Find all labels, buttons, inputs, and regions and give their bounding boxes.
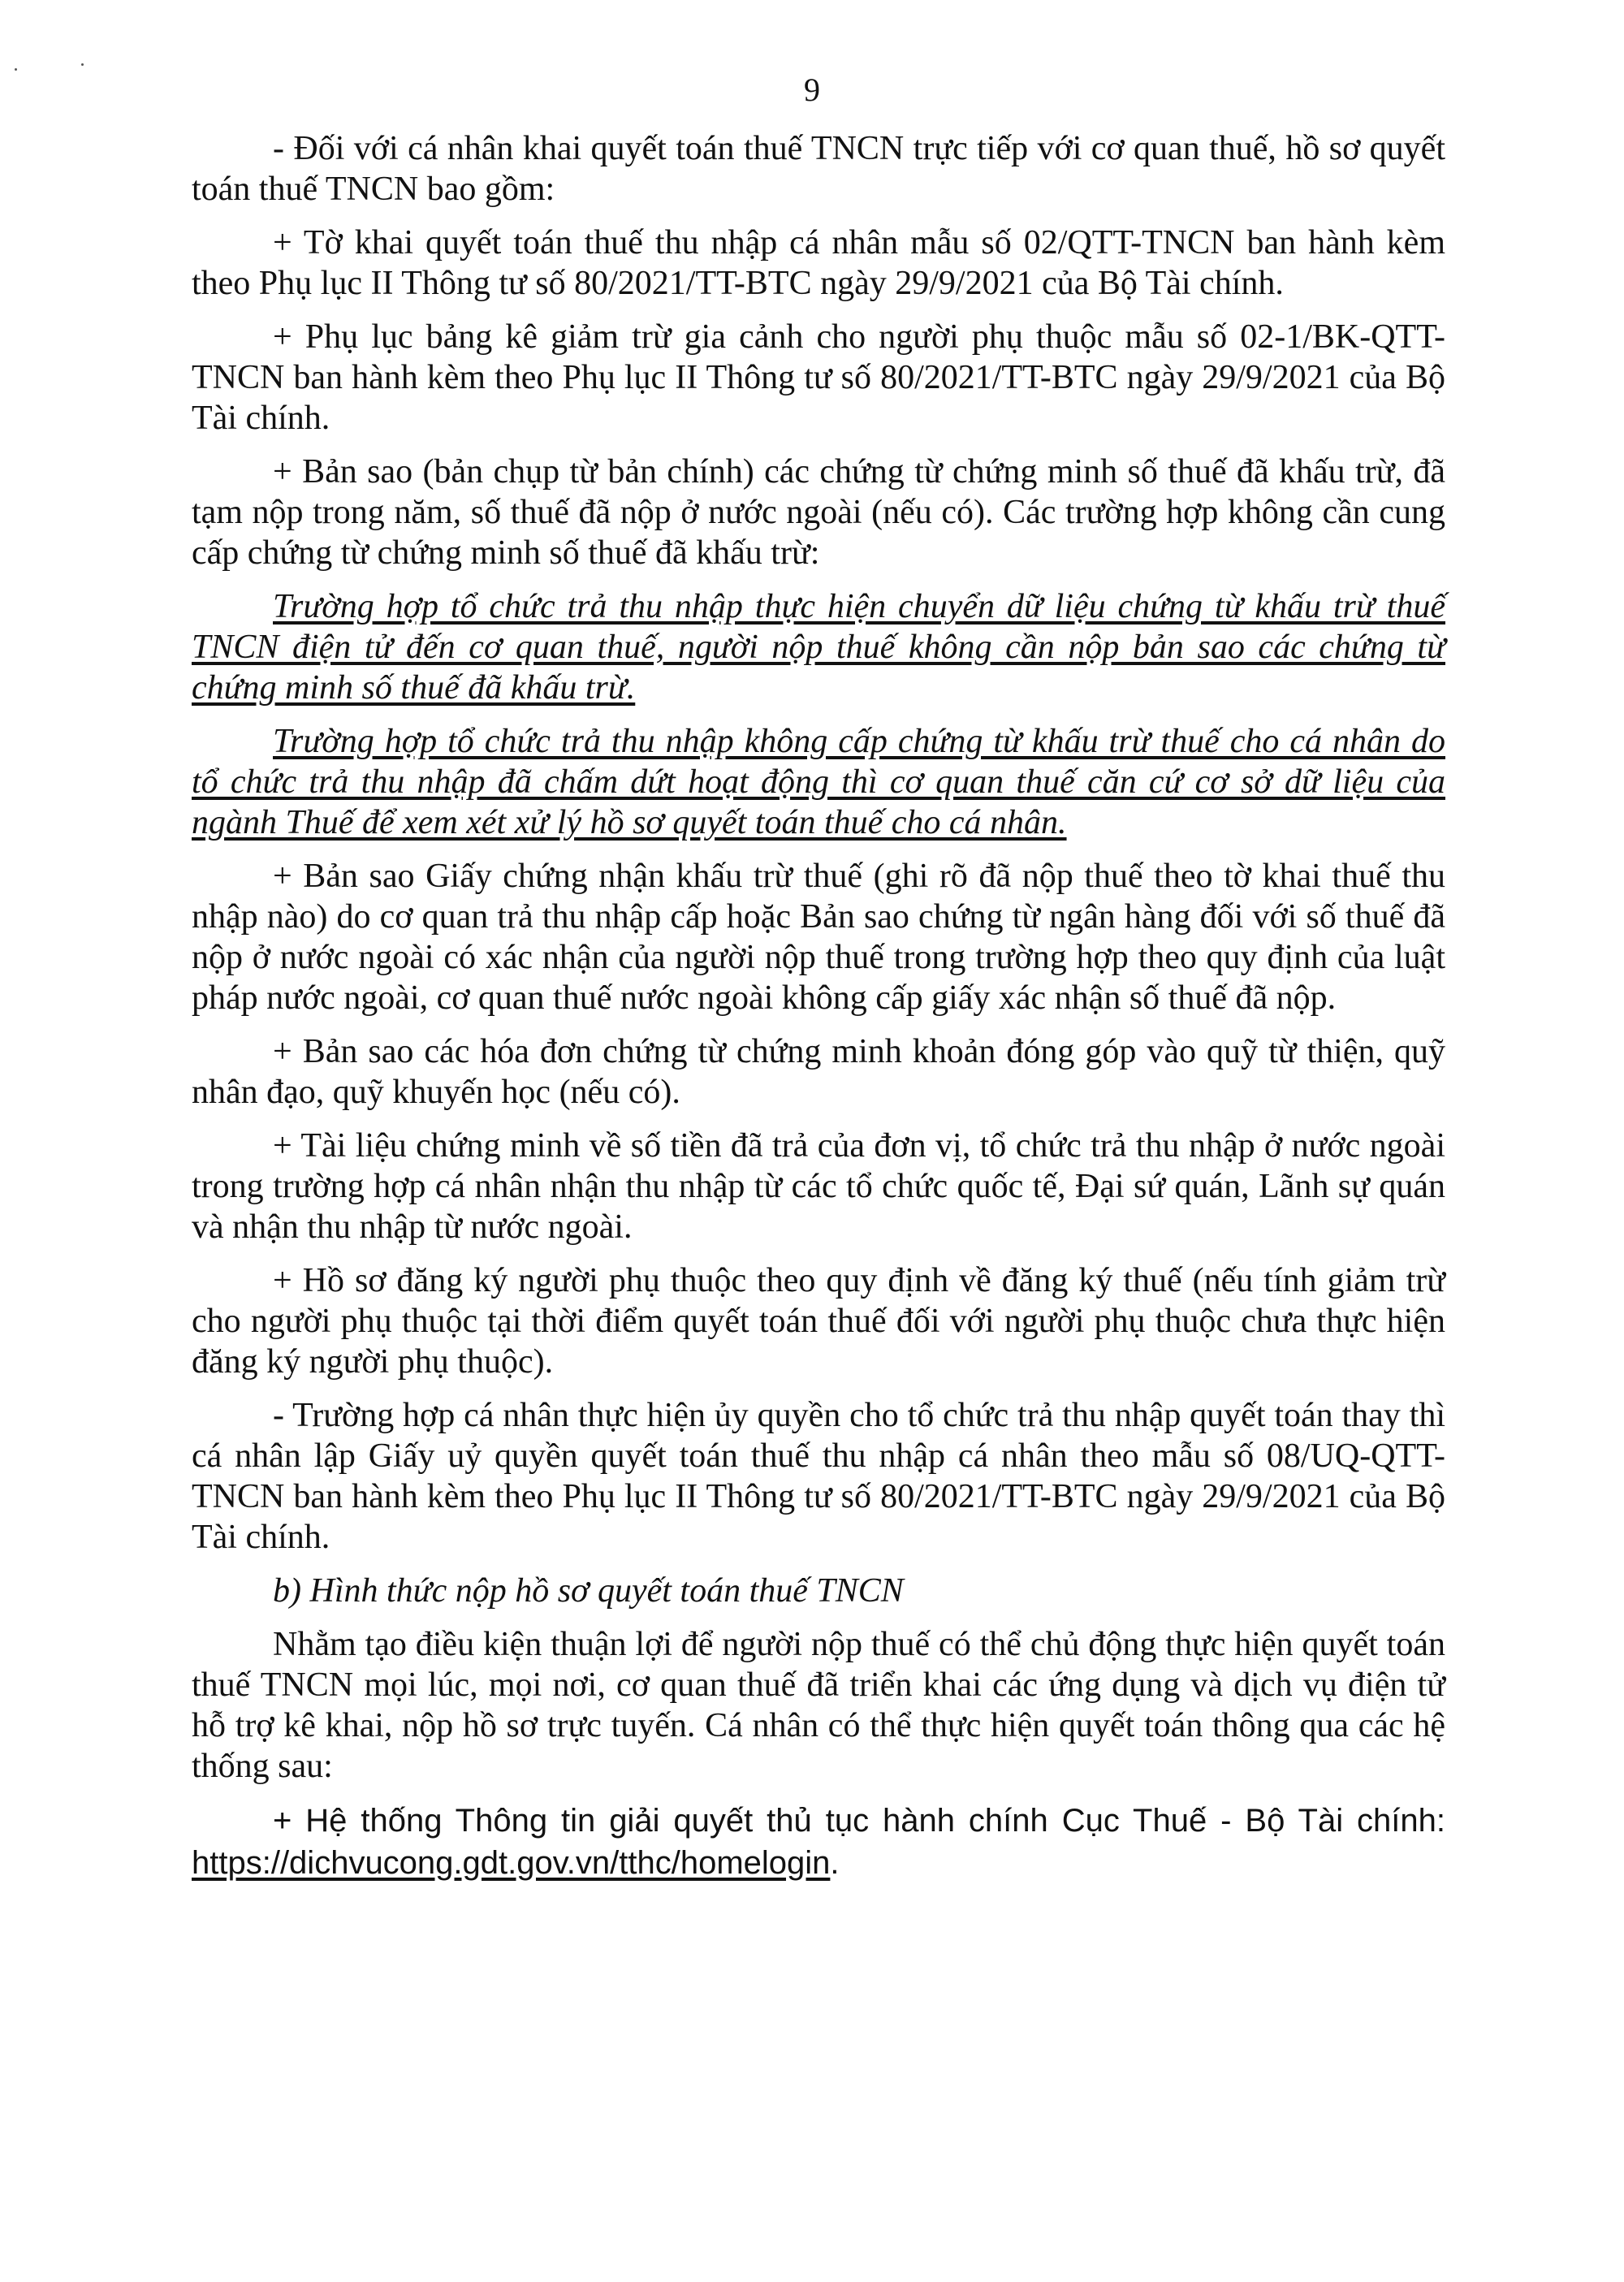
paragraph-electronic-withholding-exception: Trường hợp tổ chức trả thu nhập thực hiện chuyển dữ liệu chứng từ khấu trừ thuế TNCN điện tử đến cơ quan thuế, người nộp thuế không cần nộp bản sao các chứng từ chứng minh số thuế đã khấu trừ. (192, 588, 1445, 707)
page-number: 9 (804, 71, 820, 108)
paragraph-appendix-02-1-bk: + Phụ lục bảng kê giảm trừ gia cảnh cho người phụ thuộc mẫu số 02-1/BK-QTT-TNCN ban hành kèm theo Phụ lục II Thông tư số 80/2021/TT-BTC ngày 29/9/2021 của Bộ Tài chính. (192, 318, 1445, 437)
paragraph-form-02-qtt: + Tờ khai quyết toán thuế thu nhập cá nhân mẫu số 02/QTT-TNCN ban hành kèm theo Phụ lục II Thông tư số 80/2021/TT-BTC ngày 29/9/2021 của Bộ Tài chính. (192, 224, 1445, 302)
paragraph-foreign-tax-certificate: + Bản sao Giấy chứng nhận khấu trừ thuế (ghi rõ đã nộp thuế theo tờ khai thuế thu nhập nào) do cơ quan trả thu nhập cấp hoặc Bản sao chứng từ ngân hàng đối với số thuế đã nộp ở nước ngoài có xác nhận của người nộp thuế trong trường hợp theo quy định của luật pháp nước ngoài, cơ quan thuế nước ngoài không cấp giấy xác nhận số thuế đã nộp. (192, 858, 1445, 1017)
paragraph-dissolved-organization-exception: Trường hợp tổ chức trả thu nhập không cấp chứng từ khấu trừ thuế cho cá nhân do tổ chức trả thu nhập đã chấm dứt hoạt động thì cơ quan thuế căn cứ cơ sở dữ liệu của ngành Thuế để xem xét xử lý hồ sơ quyết toán thuế cho cá nhân. (192, 723, 1445, 841)
paragraph-authorization-08-uq: - Trường hợp cá nhân thực hiện ủy quyền cho tổ chức trả thu nhập quyết toán thay thì cá nhân lập Giấy uỷ quyền quyết toán thuế thu nhập cá nhân theo mẫu số 08/UQ-QTT-TNCN ban hành kèm theo Phụ lục II Thông tư số 80/2021/TT-BTC ngày 29/9/2021 của Bộ Tài chính. (192, 1397, 1445, 1556)
portal-link-suffix: . (830, 1845, 840, 1881)
paragraph-portal-system (192, 1800, 1445, 1884)
portal-system-label: + Hệ thống Thông tin giải quyết thủ tục hành chính Cục Thuế - Bộ Tài chính: (273, 1803, 1445, 1839)
paragraph-charity-invoices: + Bản sao các hóa đơn chứng từ chứng minh khoản đóng góp vào quỹ từ thiện, quỹ nhân đạo, quỹ khuyến học (nếu có). (192, 1033, 1445, 1111)
section-heading-filing-methods: b) Hình thức nộp hồ sơ quyết toán thuế TNCN (273, 1572, 904, 1610)
scan-speck (81, 63, 84, 66)
document-body (192, 128, 1445, 1897)
paragraph-dependent-registration: + Hồ sơ đăng ký người phụ thuộc theo quy định về đăng ký thuế (nếu tính giảm trừ cho người phụ thuộc tại thời điểm quyết toán thuế đối với người phụ thuộc chưa thực hiện đăng ký người phụ thuộc). (192, 1262, 1445, 1381)
paragraph-foreign-income-documents: + Tài liệu chứng minh về số tiền đã trả của đơn vị, tổ chức trả thu nhập ở nước ngoài trong trường hợp cá nhân nhận thu nhập từ các tổ chức quốc tế, Đại sứ quán, Lãnh sự quán và nhận thu nhập từ nước ngoài. (192, 1127, 1445, 1246)
paragraph-direct-filing: - Đối với cá nhân khai quyết toán thuế TNCN trực tiếp với cơ quan thuế, hồ sơ quyết toán thuế TNCN bao gồm: (192, 130, 1445, 208)
portal-link[interactable]: https://dichvucong.gdt.gov.vn/tthc/homelogin (192, 1845, 831, 1881)
paragraph-online-services: Nhằm tạo điều kiện thuận lợi để người nộp thuế có thể chủ động thực hiện quyết toán thuế TNCN mọi lúc, mọi nơi, cơ quan thuế đã triển khai các ứng dụng và dịch vụ điện tử hỗ trợ kê khai, nộp hồ sơ trực tuyến. Cá nhân có thể thực hiện quyết toán thông qua các hệ thống sau: (192, 1626, 1445, 1785)
paragraph-withholding-copies: + Bản sao (bản chụp từ bản chính) các chứng từ chứng minh số thuế đã khấu trừ, đã tạm nộp trong năm, số thuế đã nộp ở nước ngoài (nếu có). Các trường hợp không cần cung cấp chứng từ chứng minh số thuế đã khấu trừ: (192, 453, 1445, 572)
